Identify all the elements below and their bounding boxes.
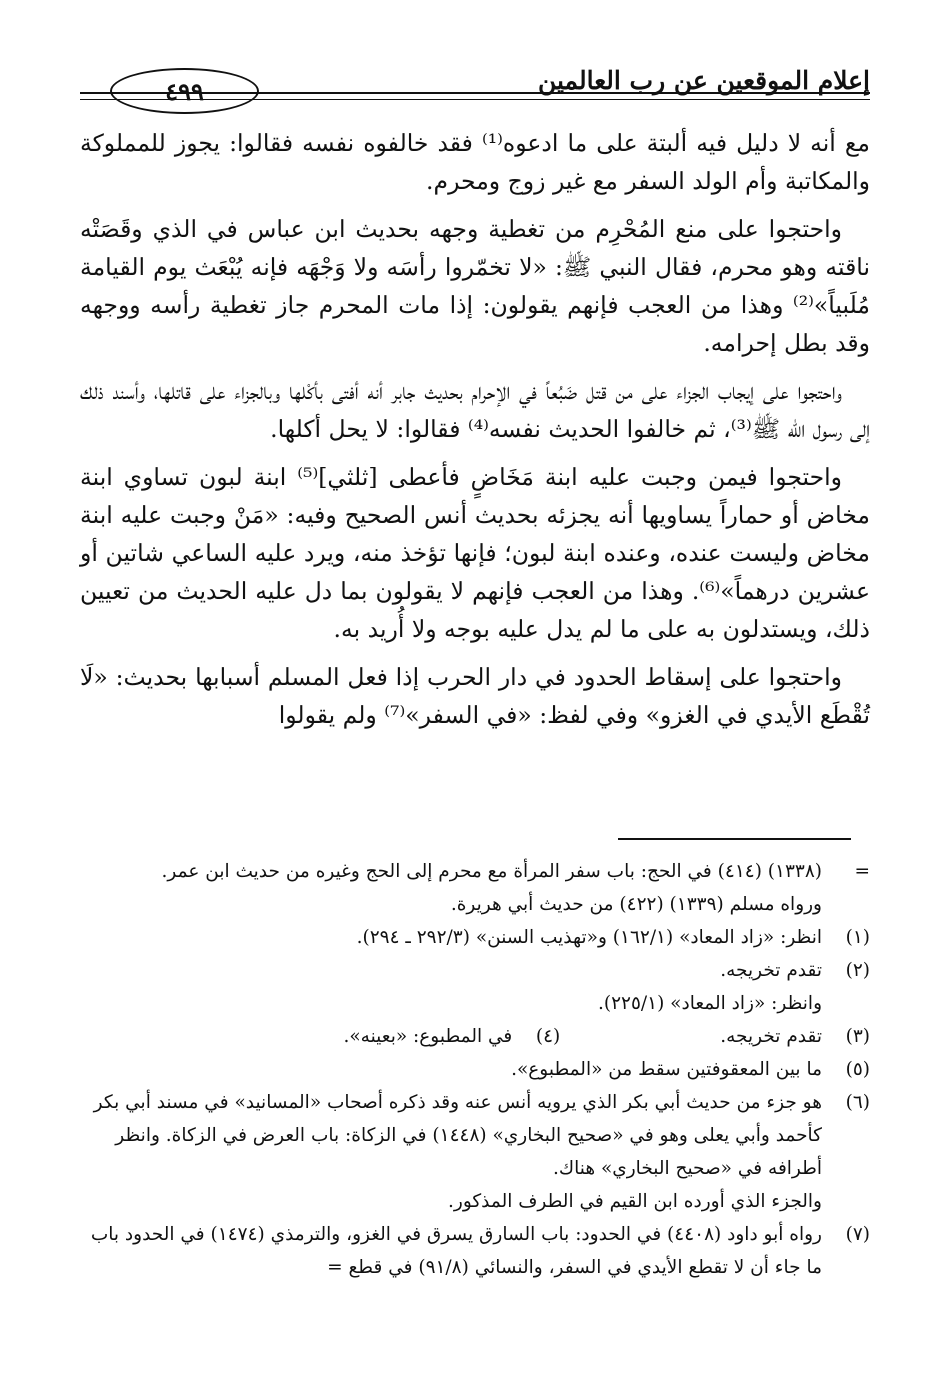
footnote-separator (618, 838, 851, 840)
page-number: ٤٩٩ (110, 68, 259, 114)
footnote-number: (٣) (845, 1026, 870, 1047)
footnote-1 (80, 921, 870, 954)
footnote-number: (٢) (845, 960, 870, 981)
paragraph: واحتجوا فيمن وجبت عليه ابنة مَخَاضٍ فأعطى [ثلثي]⁽⁵⁾ ابنة لبون تساوي ابنة مخاض أو حماراً يساويها أنه يجزئه بحديث أنس الصحيح وفيه: «مَنْ وجبت عليه ابنة مخاض وليست عنده، وعنده ابنة لبون؛ فإنها تؤخذ منه، ويرد عليه الساعي شاتين أو عشرين درهماً»⁽⁶⁾. وهذا من العجب فإنهم لا يقولون بما دل عليه الحديث من تعيين ذلك، ويستدلون به على ما لم يدل عليه بوجه ولا أُريد به. (80, 463, 870, 643)
footnote-line: هو جزء من حديث أبي بكر الذي يرويه أنس عنه وقد ذكره أصحاب «المسانيد» في مسند أبي بكر كأحمد وأبي يعلى وهو في «صحيح البخاري» (١٤٤٨) في الزكاة: باب العرض في الزكاة. وانظر أطرافه في «صحيح البخاري» هناك. (93, 1092, 822, 1179)
footnote-3 (720, 1020, 870, 1053)
header-rule-thin (80, 99, 870, 100)
footnote-line: ورواه مسلم (١٣٣٩) (٤٢٢) من حديث أبي هريرة. (450, 894, 822, 915)
footnote-number: (٧) (845, 1224, 870, 1245)
footnote-line: رواه أبو داود (٤٤٠٨) في الحدود: باب السارق يسرق في الغزو، والترمذي (١٤٧٤) في الحدود باب ما جاء أن لا تقطع الأيدي في السفر، والنسائي (٩١/٨) في قطع = (90, 1224, 822, 1278)
footnote-number: (٥) (845, 1059, 870, 1080)
book-title: إعلام الموقعين عن رب العالمين (537, 66, 870, 95)
footnote-line: ما بين المعقوفتين سقط من «المطبوع». (511, 1059, 822, 1080)
footnote-line: انظر: «زاد المعاد» (١٦٢/١) و«تهذيب السنن» (٢٩٢/٣ ـ ٢٩٤). (356, 927, 822, 948)
paragraph: واحتجوا على إيجاب الجزاء على من قتل ضَبُعاً في الإحرام بحديث جابر أنه أفتى بأكْلها وبالجزاء على قاتلها، وأسند ذلك إلى رسول الله ﷺ⁽³⁾، ثم خالفوا الحديث نفسه⁽⁴⁾ فقالوا: لا يحل أكلها. (80, 377, 870, 443)
footnote-carryover (80, 855, 870, 921)
footnote-line: تقدم تخريجه. (720, 960, 822, 981)
footnote-7 (80, 1218, 870, 1284)
footnote-5 (80, 1053, 870, 1086)
footnotes (80, 855, 870, 1284)
footnote-line: (١٣٣٨) (٤١٤) في الحج: باب سفر المرأة مع محرم إلى الحج وغيره من حديث ابن عمر. (161, 861, 822, 882)
paragraph: واحتجوا على منع المُحْرِم من تغطية وجهه بحديث ابن عباس في الذي وقَصَتْه ناقته وهو محرم، فقال النبي ﷺ: «لا تخمّروا رأسَه ولا وَجْهَه فإنه يُبْعَث يوم القيامة مُلَبياً»⁽²⁾ وهذا من العجب فإنهم يقولون: إذا مات المحرم جاز تغطية رأسه ووجهه وقد بطل إحرامه. (80, 215, 870, 357)
footnote-4 (343, 1020, 560, 1053)
footnote-number: (٦) (845, 1092, 870, 1113)
paragraph: مع أنه لا دليل فيه ألبتة على ما ادعوه⁽¹⁾ فقد خالفوه نفسه فقالوا: يجوز للمملوكة والمكاتبة وأم الولد السفر مع غير زوج ومحرم. (80, 129, 870, 195)
footnote-line: وانظر: «زاد المعاد» (٢٢٥/١). (597, 993, 822, 1014)
footnote-2 (80, 954, 870, 1020)
footnote-line: في المطبوع: «بعينه». (343, 1026, 513, 1047)
main-text (80, 124, 870, 744)
footnote-3-4-row (80, 1020, 870, 1053)
footnote-line: تقدم تخريجه. (720, 1026, 822, 1047)
page-header (80, 48, 870, 110)
footnote-number: (٤) (535, 1026, 561, 1047)
paragraph: واحتجوا على إسقاط الحدود في دار الحرب إذا فعل المسلم أسبابها بحديث: «لَا تُقْطَع الأيدي في الغزو» وفي لفظ: «في السفر»⁽⁷⁾ ولم يقولوا (80, 663, 870, 729)
continuation-mark: = (854, 861, 870, 882)
footnote-6 (80, 1086, 870, 1218)
footnote-number: (١) (845, 927, 870, 948)
footnote-line: والجزء الذي أورده ابن القيم في الطرف المذكور. (448, 1191, 822, 1212)
header-rule (80, 92, 870, 94)
